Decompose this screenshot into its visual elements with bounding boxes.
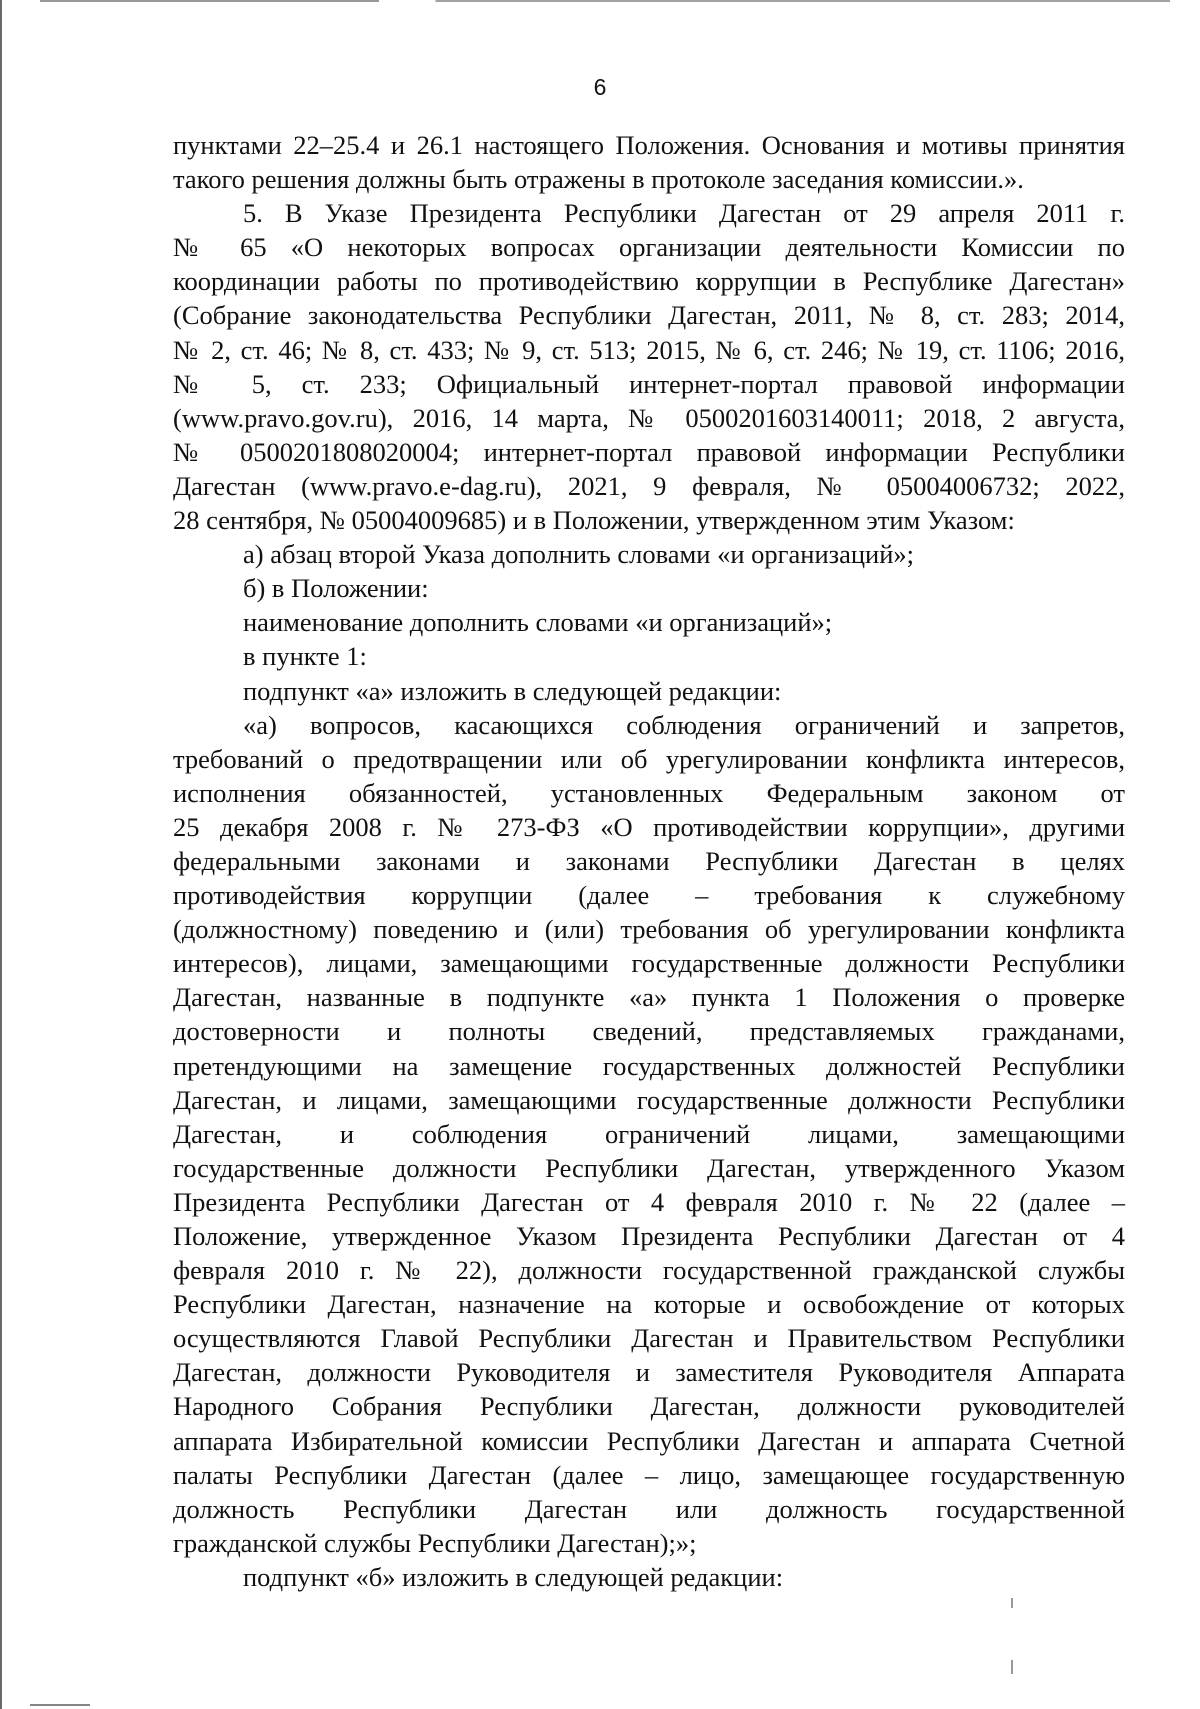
text-line: требований о предотвращении или об урегулировании конфликта интересов, xyxy=(173,743,1125,774)
text-line: (должностному) поведению и (или) требования об урегулировании конфликта xyxy=(173,914,1125,945)
scan-edge-left xyxy=(0,0,2,1709)
text-line: № 2, ст. 46; № 8, ст. 433; № 9, ст. 513; 2015, № 6, ст. 246; № 19, ст. 1106; 2016, xyxy=(173,334,1125,365)
text-line: исполнения обязанностей, установленных Федеральным законом от xyxy=(173,777,1125,808)
text-line: «а) вопросов, касающихся соблюдения ограничений и запретов, xyxy=(243,709,1125,740)
text-line: Дагестан, и соблюдения ограничений лицами, замещающими xyxy=(173,1118,1125,1149)
text-line: б) в Положении: xyxy=(243,573,429,604)
text-line: февраля 2010 г. № 22), должности государственной гражданской службы xyxy=(173,1255,1125,1286)
scan-edge-bottom xyxy=(30,1704,90,1706)
text-line: противодействия коррупции (далее – требования к служебному xyxy=(173,880,1125,911)
text-line: палаты Республики Дагестан (далее – лицо, замещающее государственную xyxy=(173,1459,1125,1490)
text-line: осуществляются Главой Республики Дагестан и Правительством Республики xyxy=(173,1323,1125,1354)
text-line: претендующими на замещение государственных должностей Республики xyxy=(173,1050,1125,1081)
text-line: (Собрание законодательства Республики Дагестан, 2011, № 8, ст. 283; 2014, xyxy=(173,300,1125,331)
text-line: Республики Дагестан, назначение на которые и освобождение от которых xyxy=(173,1289,1125,1320)
text-line: подпункт «б» изложить в следующей редакции: xyxy=(243,1561,784,1592)
text-line: Дагестан, названные в подпункте «а» пункта 1 Положения о проверке xyxy=(173,982,1125,1013)
text-line: должность Республики Дагестан или должность государственной xyxy=(173,1493,1125,1524)
text-line: Дагестан, должности Руководителя и заместителя Руководителя Аппарата xyxy=(173,1357,1125,1388)
text-line: а) абзац второй Указа дополнить словами «и организаций»; xyxy=(243,539,915,570)
text-line: № 65 «О некоторых вопросах организации деятельности Комиссии по xyxy=(173,232,1125,263)
text-line: координации работы по противодействию коррупции в Республике Дагестан» xyxy=(173,266,1125,297)
text-line: интересов), лицами, замещающими государственные должности Республики xyxy=(173,948,1125,979)
document-body xyxy=(173,128,1125,1594)
text-line: наименование дополнить словами «и организаций»; xyxy=(243,607,833,638)
scan-speck xyxy=(1011,1598,1013,1608)
text-line: № 5, ст. 233; Официальный интернет-портал правовой информации xyxy=(173,368,1125,399)
text-line: пунктами 22–25.4 и 26.1 настоящего Положения. Основания и мотивы принятия xyxy=(173,130,1125,160)
text-line: федеральными законами и законами Республики Дагестан в целях xyxy=(173,845,1125,876)
text-line: гражданской службы Республики Дагестан);»; xyxy=(173,1527,697,1558)
text-line: такого решения должны быть отражены в протоколе заседания комиссии.». xyxy=(173,164,1024,195)
text-line: Президента Республики Дагестан от 4 февраля 2010 г. № 22 (далее – xyxy=(173,1186,1125,1217)
scan-edge-top xyxy=(40,0,1170,2)
text-line: № 0500201808020004; интернет-портал правовой информации Республики xyxy=(173,436,1125,467)
text-line: достоверности и полноты сведений, представляемых гражданами, xyxy=(173,1016,1125,1047)
text-line: Положение, утвержденное Указом Президента Республики Дагестан от 4 xyxy=(173,1221,1125,1251)
text-line: 5. В Указе Президента Республики Дагестан от 29 апреля 2011 г. xyxy=(243,198,1125,229)
text-line: государственные должности Республики Дагестан, утвержденного Указом xyxy=(173,1152,1125,1183)
text-line: аппарата Избирательной комиссии Республики Дагестан и аппарата Счетной xyxy=(173,1425,1125,1456)
text-line: в пункте 1: xyxy=(243,641,367,672)
text-line: Дагестан (www.pravo.e-dag.ru), 2021, 9 февраля, № 05004006732; 2022, xyxy=(173,470,1125,501)
text-line: Дагестан, и лицами, замещающими государственные должности Республики xyxy=(173,1084,1125,1115)
scan-speck xyxy=(1011,1660,1013,1674)
text-line: (www.pravo.gov.ru), 2016, 14 марта, № 0500201603140011; 2018, 2 августа, xyxy=(173,402,1125,433)
page-number: 6 xyxy=(593,74,607,100)
text-line: 28 сентября, № 05004009685) и в Положении, утвержденном этим Указом: xyxy=(173,505,1015,536)
text-line: 25 декабря 2008 г. № 273-ФЗ «О противодействии коррупции», другими xyxy=(173,811,1125,842)
text-line: подпункт «а» изложить в следующей редакции: xyxy=(243,675,782,706)
text-line: Народного Собрания Республики Дагестан, должности руководителей xyxy=(173,1391,1125,1422)
